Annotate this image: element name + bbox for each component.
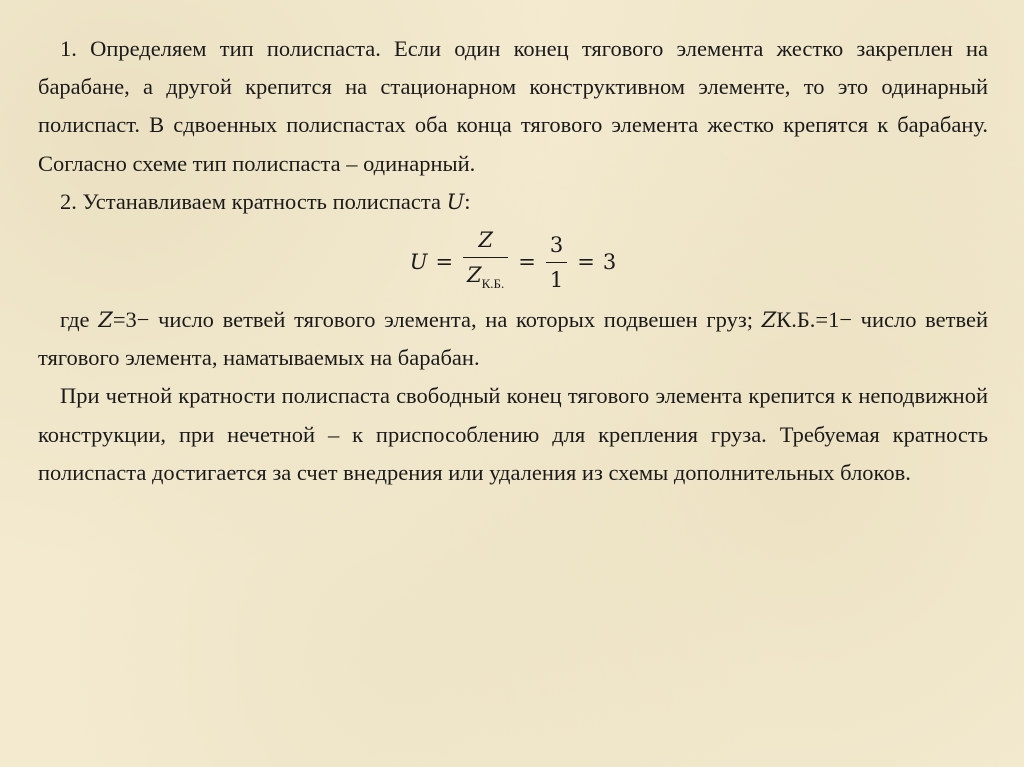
slide-content [38,30,988,492]
denominator-subscript: К.Б. [481,276,505,292]
defs-z-text: =3− число ветвей тягового элемента, на которых подвешен груз; [112,307,762,333]
defs-zkb-text: К.Б.=1− число ветвей тягового элемента, наматываемых на барабан. [38,307,989,371]
formula-eq-2: = [518,250,536,275]
denominator-var: Z [467,263,482,288]
paragraph-type-definition: 1. Определяем тип полиспаста. Если один конец тягового элемента жестко закреплен на барабане, а другой крепится на стационарном конструктивном элементе, то это одинарный полиспаст. В сдвоенных полиспастах оба конца тягового элемента жестко крепятся к барабану. Согласно схеме тип полиспаста – одинарный. [38,36,988,176]
variable-u: U [446,189,465,214]
heading-colon: : [464,188,471,214]
paragraph-variable-definitions [38,301,988,377]
defs-var-z: Z [98,308,113,333]
defs-var-zkb: Z [761,308,777,333]
heading-text: 2. Устанавливаем кратность полиспаста [60,188,447,214]
formula-eq-1: = [435,250,454,275]
formula-eq-3: = [577,250,595,275]
fraction-z-over-zkb [463,226,508,298]
multiplicity-formula [38,223,988,301]
fraction-numerator-3: 3 [549,232,564,257]
formula-result: 3 [602,250,617,275]
paragraph-multiplicity-heading [38,183,988,221]
fraction-numerator-z: Z [478,228,493,253]
fraction-denominator-zkb [463,257,508,298]
formula-lhs: U [409,250,428,275]
paragraph-even-odd-note: При четной кратности полиспаста свободный конец тягового элемента крепится к неподвижной конструкции, при нечетной – к приспособлению для крепления груза. Требуемая кратность полиспаста достигается за счет внедрения или удаления из схемы дополнительных блоков. [38,383,988,485]
fraction-denominator-1: 1 [546,262,567,294]
defs-where: где [60,307,99,333]
fraction-3-over-1 [546,231,567,294]
